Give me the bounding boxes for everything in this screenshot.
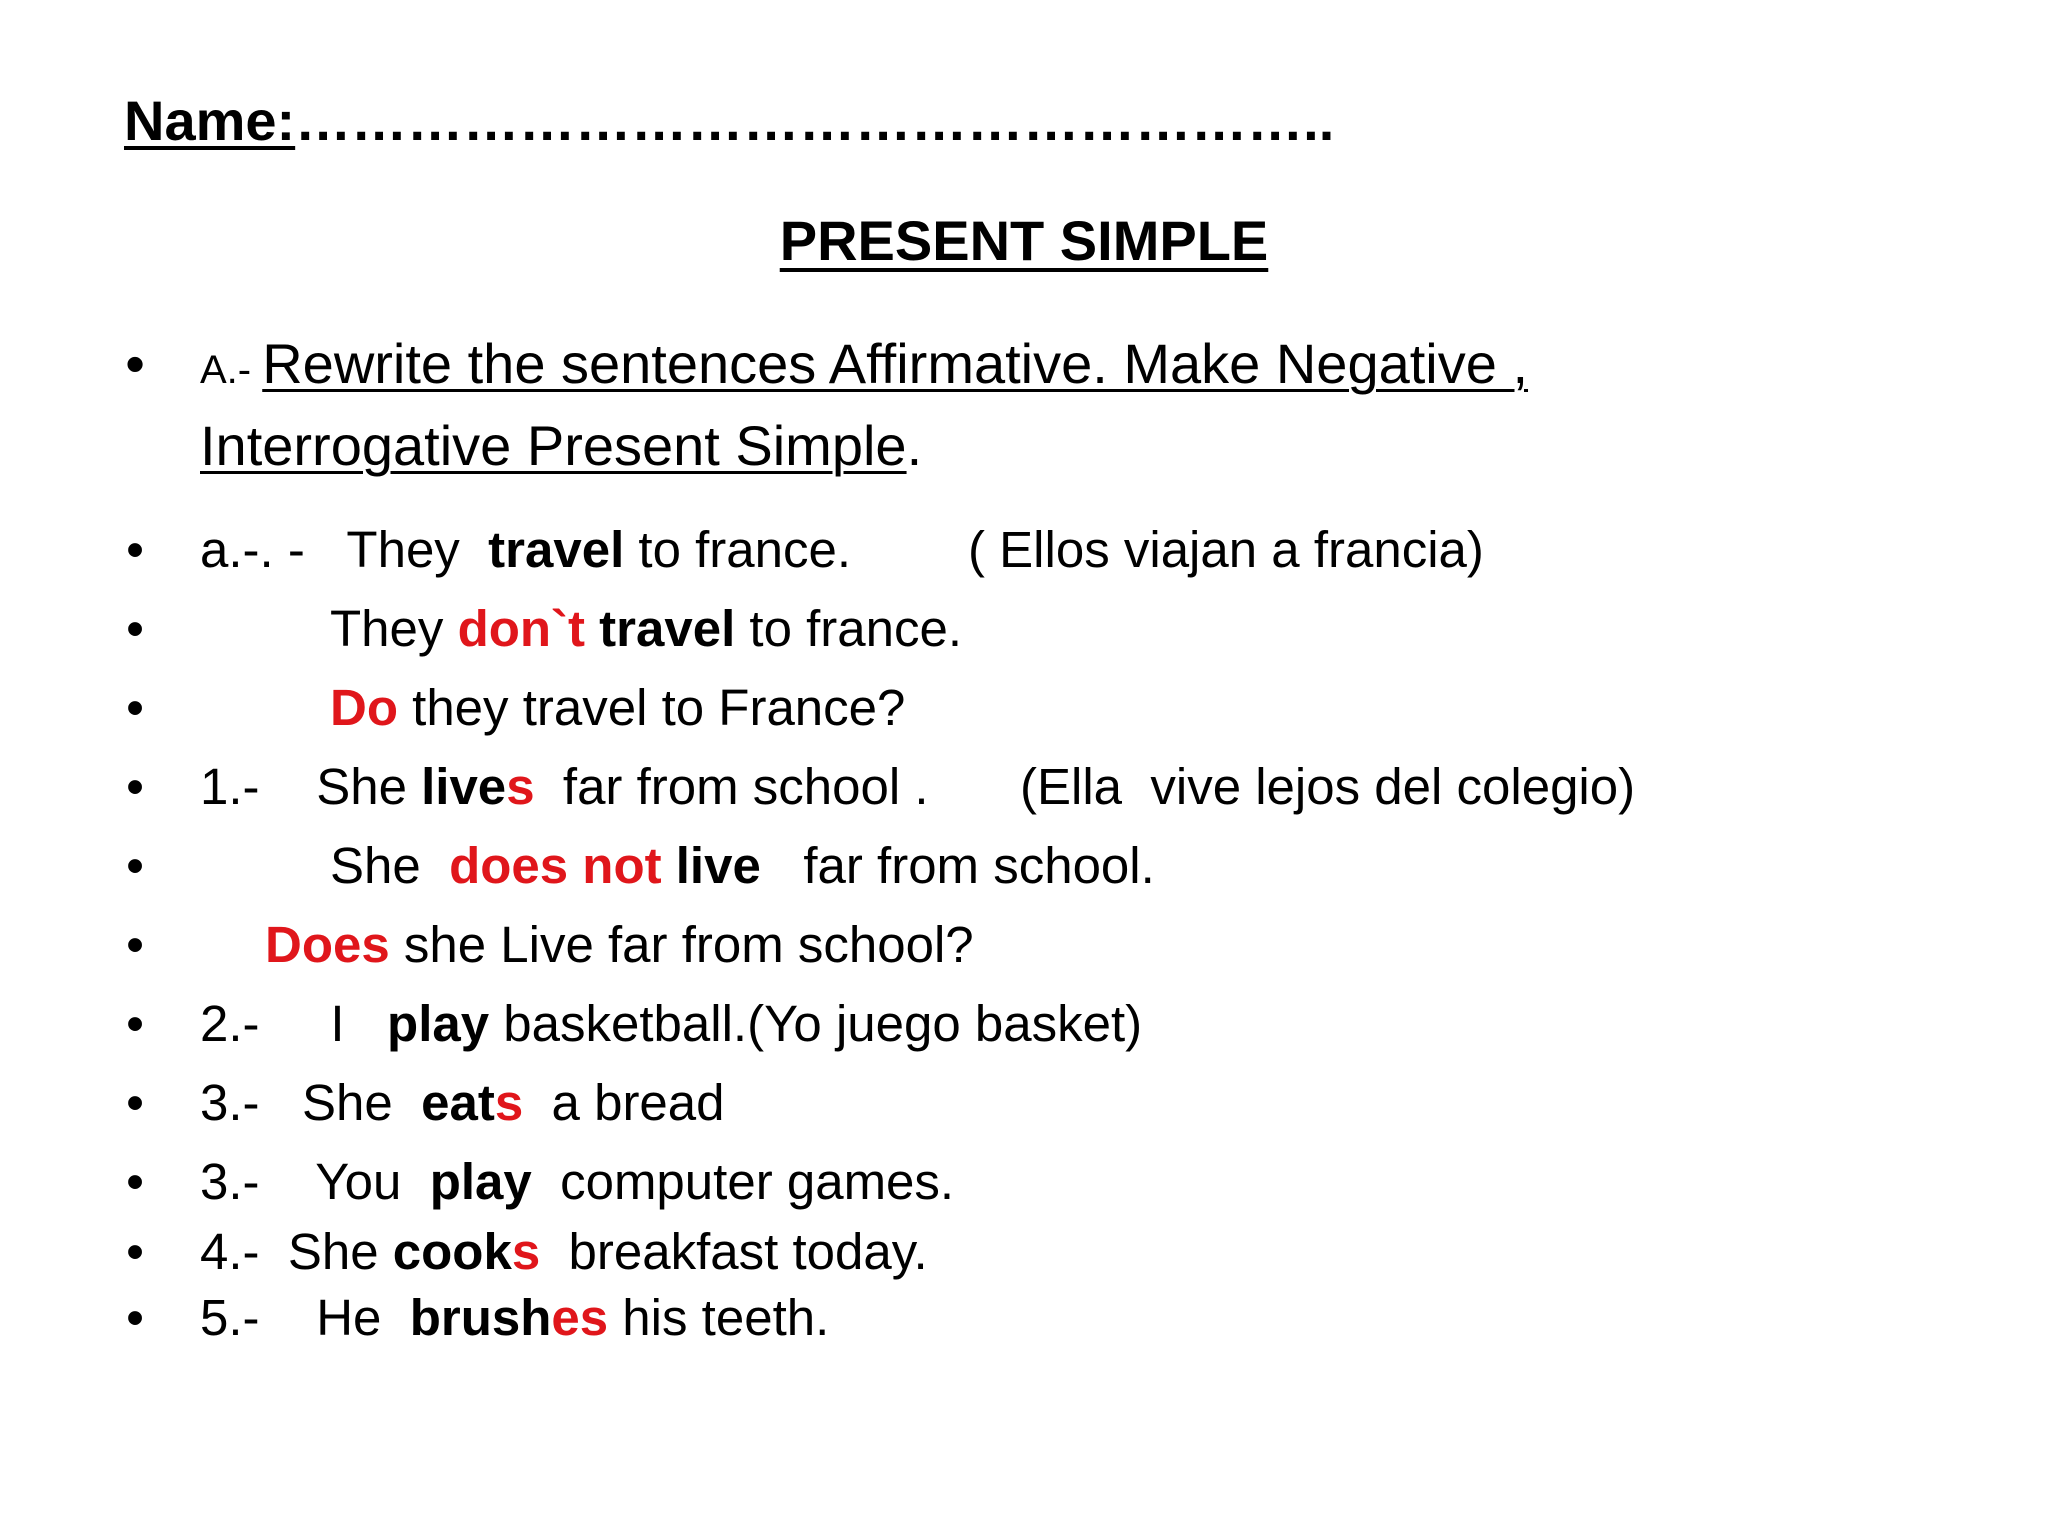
bullet-icon: • (126, 1223, 144, 1280)
item-negation: does not (449, 837, 662, 894)
instruction-prefix: A.- (200, 348, 263, 392)
item-verb: play (387, 995, 490, 1052)
item-verb: eat (421, 1074, 495, 1131)
item-prefix: 5.- He (200, 1289, 410, 1346)
item-prefix: 4.- She (200, 1223, 393, 1280)
bullet-icon: • (126, 679, 144, 736)
bullet-icon: • (126, 600, 144, 657)
item-prefix: 3.- She (200, 1074, 422, 1131)
item-rest: to france. (735, 600, 963, 657)
bullet-icon: • (126, 916, 144, 973)
item-prefix: 3.- You (200, 1153, 430, 1210)
item-prefix: a.-. - They (200, 521, 489, 578)
bullet-icon: • (126, 837, 144, 894)
item-auxiliary: Does (265, 916, 390, 973)
bullet-icon: • (126, 1153, 144, 1210)
item-rest: computer games. (531, 1153, 955, 1210)
item-ending: s (506, 758, 535, 815)
item-rest: breakfast today. (540, 1223, 928, 1280)
item-rest: far from school . (534, 758, 929, 815)
name-line (124, 88, 1334, 153)
instruction-line2: Interrogative Present Simple (200, 414, 907, 477)
item-verb: brush (409, 1289, 552, 1346)
name-dots: ……………………………………………….. (295, 89, 1335, 152)
bullet-icon: • (126, 995, 144, 1052)
name-label: Name: (124, 89, 296, 152)
item-verb: live (421, 758, 507, 815)
item-ending: es (551, 1289, 609, 1346)
instruction-line1: Rewrite the sentences Affirmative. Make Negative , (262, 332, 1529, 395)
item-verb: live (661, 837, 761, 894)
item-ending: s (494, 1074, 524, 1131)
item-rest: far from school. (760, 837, 1155, 894)
item-rest: basketball.(Yo juego basket) (489, 995, 1143, 1052)
instruction-text (200, 326, 1528, 484)
bullet-icon: • (126, 758, 144, 815)
page-title: PRESENT SIMPLE (779, 209, 1269, 272)
item-pre: They (330, 600, 458, 657)
item-negation: don`t (457, 600, 585, 657)
item-ending: s (511, 1223, 541, 1280)
instruction-line2-end: . (906, 414, 923, 477)
item-prefix: 2.- I (200, 995, 388, 1052)
item-rest: she Live far from school? (389, 916, 974, 973)
item-translation: (Ella vive lejos del colegio) (1020, 758, 1636, 815)
item-rest: his teeth. (608, 1289, 830, 1346)
bullet-icon: • (126, 1074, 144, 1131)
item-verb: cook (392, 1223, 512, 1280)
item-verb: play (429, 1153, 532, 1210)
bullet-icon: • (125, 332, 145, 395)
item-verb: travel (488, 521, 625, 578)
item-rest: to france. (624, 521, 852, 578)
item-rest: they travel to France? (397, 679, 906, 736)
item-translation: ( Ellos viajan a francia) (968, 521, 1484, 578)
item-auxiliary: Do (330, 679, 398, 736)
item-verb: travel (585, 600, 736, 657)
item-rest: a bread (523, 1074, 725, 1131)
bullet-icon: • (126, 521, 144, 578)
bullet-icon: • (126, 1289, 144, 1346)
item-prefix: 1.- She (200, 758, 422, 815)
item-pre: She (330, 837, 450, 894)
